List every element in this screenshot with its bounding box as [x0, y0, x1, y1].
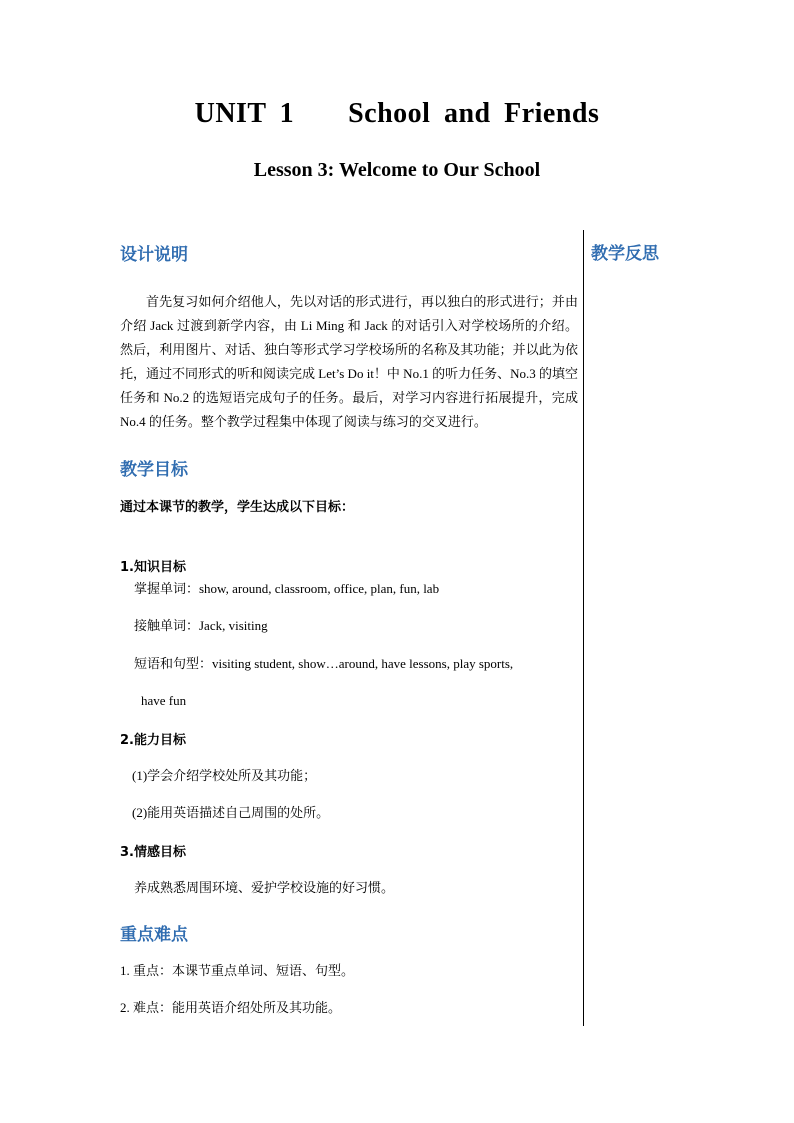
key-difficult-points-heading: 重点难点 — [120, 925, 188, 945]
phrases-continued: have fun — [141, 693, 187, 708]
emotion-item-1: 养成熟悉周围环境、爱护学校设施的好习惯。 — [134, 880, 395, 895]
teaching-goals-heading: 教学目标 — [120, 460, 188, 480]
goals-body — [120, 0, 578, 1123]
column-divider — [583, 230, 584, 1026]
teaching-reflection-heading: 教学反思 — [591, 244, 659, 264]
goals-intro: 通过本课节的教学，学生达成以下目标： — [120, 500, 355, 515]
ability-goal-heading: 2.能力目标 — [120, 733, 186, 748]
contact-words: 接触单词：Jack, visiting — [134, 618, 268, 633]
key-point-item: 1. 重点：本课节重点单词、短语、句型。 — [120, 963, 355, 978]
unit-title: UNIT 1 School and Friends — [194, 98, 600, 129]
design-notes-heading: 设计说明 — [120, 245, 188, 265]
phrases-sentences: 短语和句型：visiting student, show…around, have lessons, play sports, — [134, 656, 514, 671]
ability-item-2: (2)能用英语描述自己周围的处所。 — [132, 805, 330, 820]
lesson-title: Lesson 3: Welcome to Our School — [253, 159, 541, 181]
master-words: 掌握单词：show, around, classroom, office, plan, fun, lab — [134, 581, 440, 596]
ability-item-1: (1)学会介绍学校处所及其功能； — [132, 768, 317, 783]
design-notes-paragraph: 首先复习如何介绍他人，先以对话的形式进行，再以独白的形式进行；并由介绍 Jack 过渡到新学内容，由 Li Ming 和 Jack 的对话引入对学校场所的介绍。然后，利用图片、对话、独白等形式学习学校场所的名称及其功能；并以此为依托，通过不同形式的听和阅读完成 Let’s Do it！中 No.1 的听力任务、No.3 的填空任务和 No.2 的选短语完成句子的任务。最后，对学习内容进行拓展提升，完成 No.4 的任务。整个教学过程集中体现了阅读与练习的交叉进行。 — [120, 294, 578, 429]
difficult-point-item: 2. 难点：能用英语介绍处所及其功能。 — [120, 1000, 342, 1015]
knowledge-goal-heading: 1.知识目标 — [120, 560, 186, 575]
emotion-goal-heading: 3.情感目标 — [120, 845, 186, 860]
